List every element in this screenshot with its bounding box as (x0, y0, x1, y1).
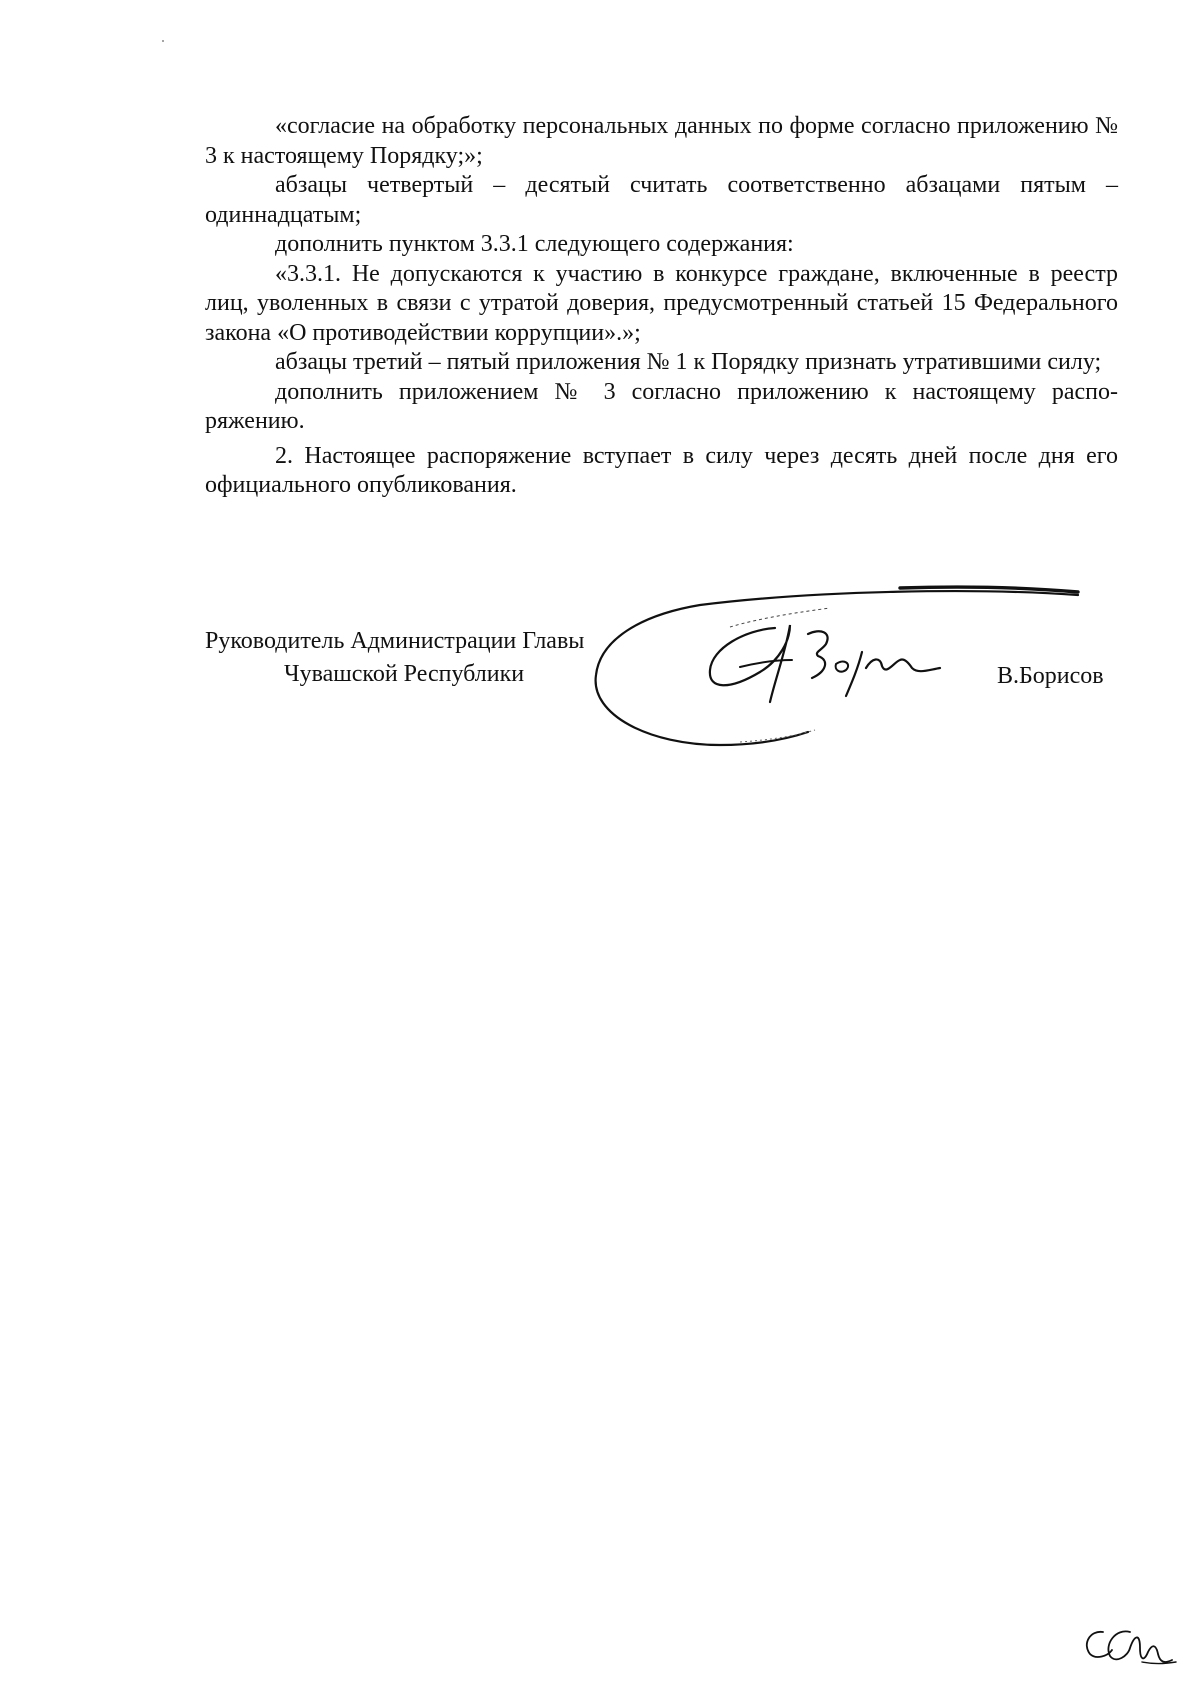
signatory-name: В.Борисов (997, 663, 1104, 689)
signatory-position-line2: Чувашской Республики (284, 661, 525, 687)
paragraph-renumber: абзацы четвертый – десятый считать соответственно абзацами пятым – одиннадцатым; (205, 172, 1118, 228)
paragraph-add-point: дополнить пунктом 3.3.1 следующего содержания: (275, 231, 794, 257)
paragraph-add-appendix: дополнить приложением № 3 согласно приложению к настоящему распоряжению. (205, 378, 1118, 434)
paragraph-consent: «согласие на обработку персональных данных по форме согласно приложению № 3 к настоящему Порядку;»; (205, 113, 1118, 169)
initials-mark (1087, 1631, 1176, 1663)
paragraph-point-3-3-1: «3.3.1. Не допускаются к участию в конкурсе граждане, включенные в реестр лиц, уволенных в связи с утратой доверия, предусмотренный статьей 15 Федерального закона «О противодействии коррупции».»; (205, 260, 1118, 346)
paragraph-effective-date: 2. Настоящее распоряжение вступает в силу через десять дней после дня его официального опубликования. (205, 442, 1118, 498)
signatory-position-line1: Руководитель Администрации Главы (205, 628, 585, 654)
paragraph-repeal: абзацы третий – пятый приложения № 1 к Порядку признать утратившими силу; (275, 349, 1102, 375)
